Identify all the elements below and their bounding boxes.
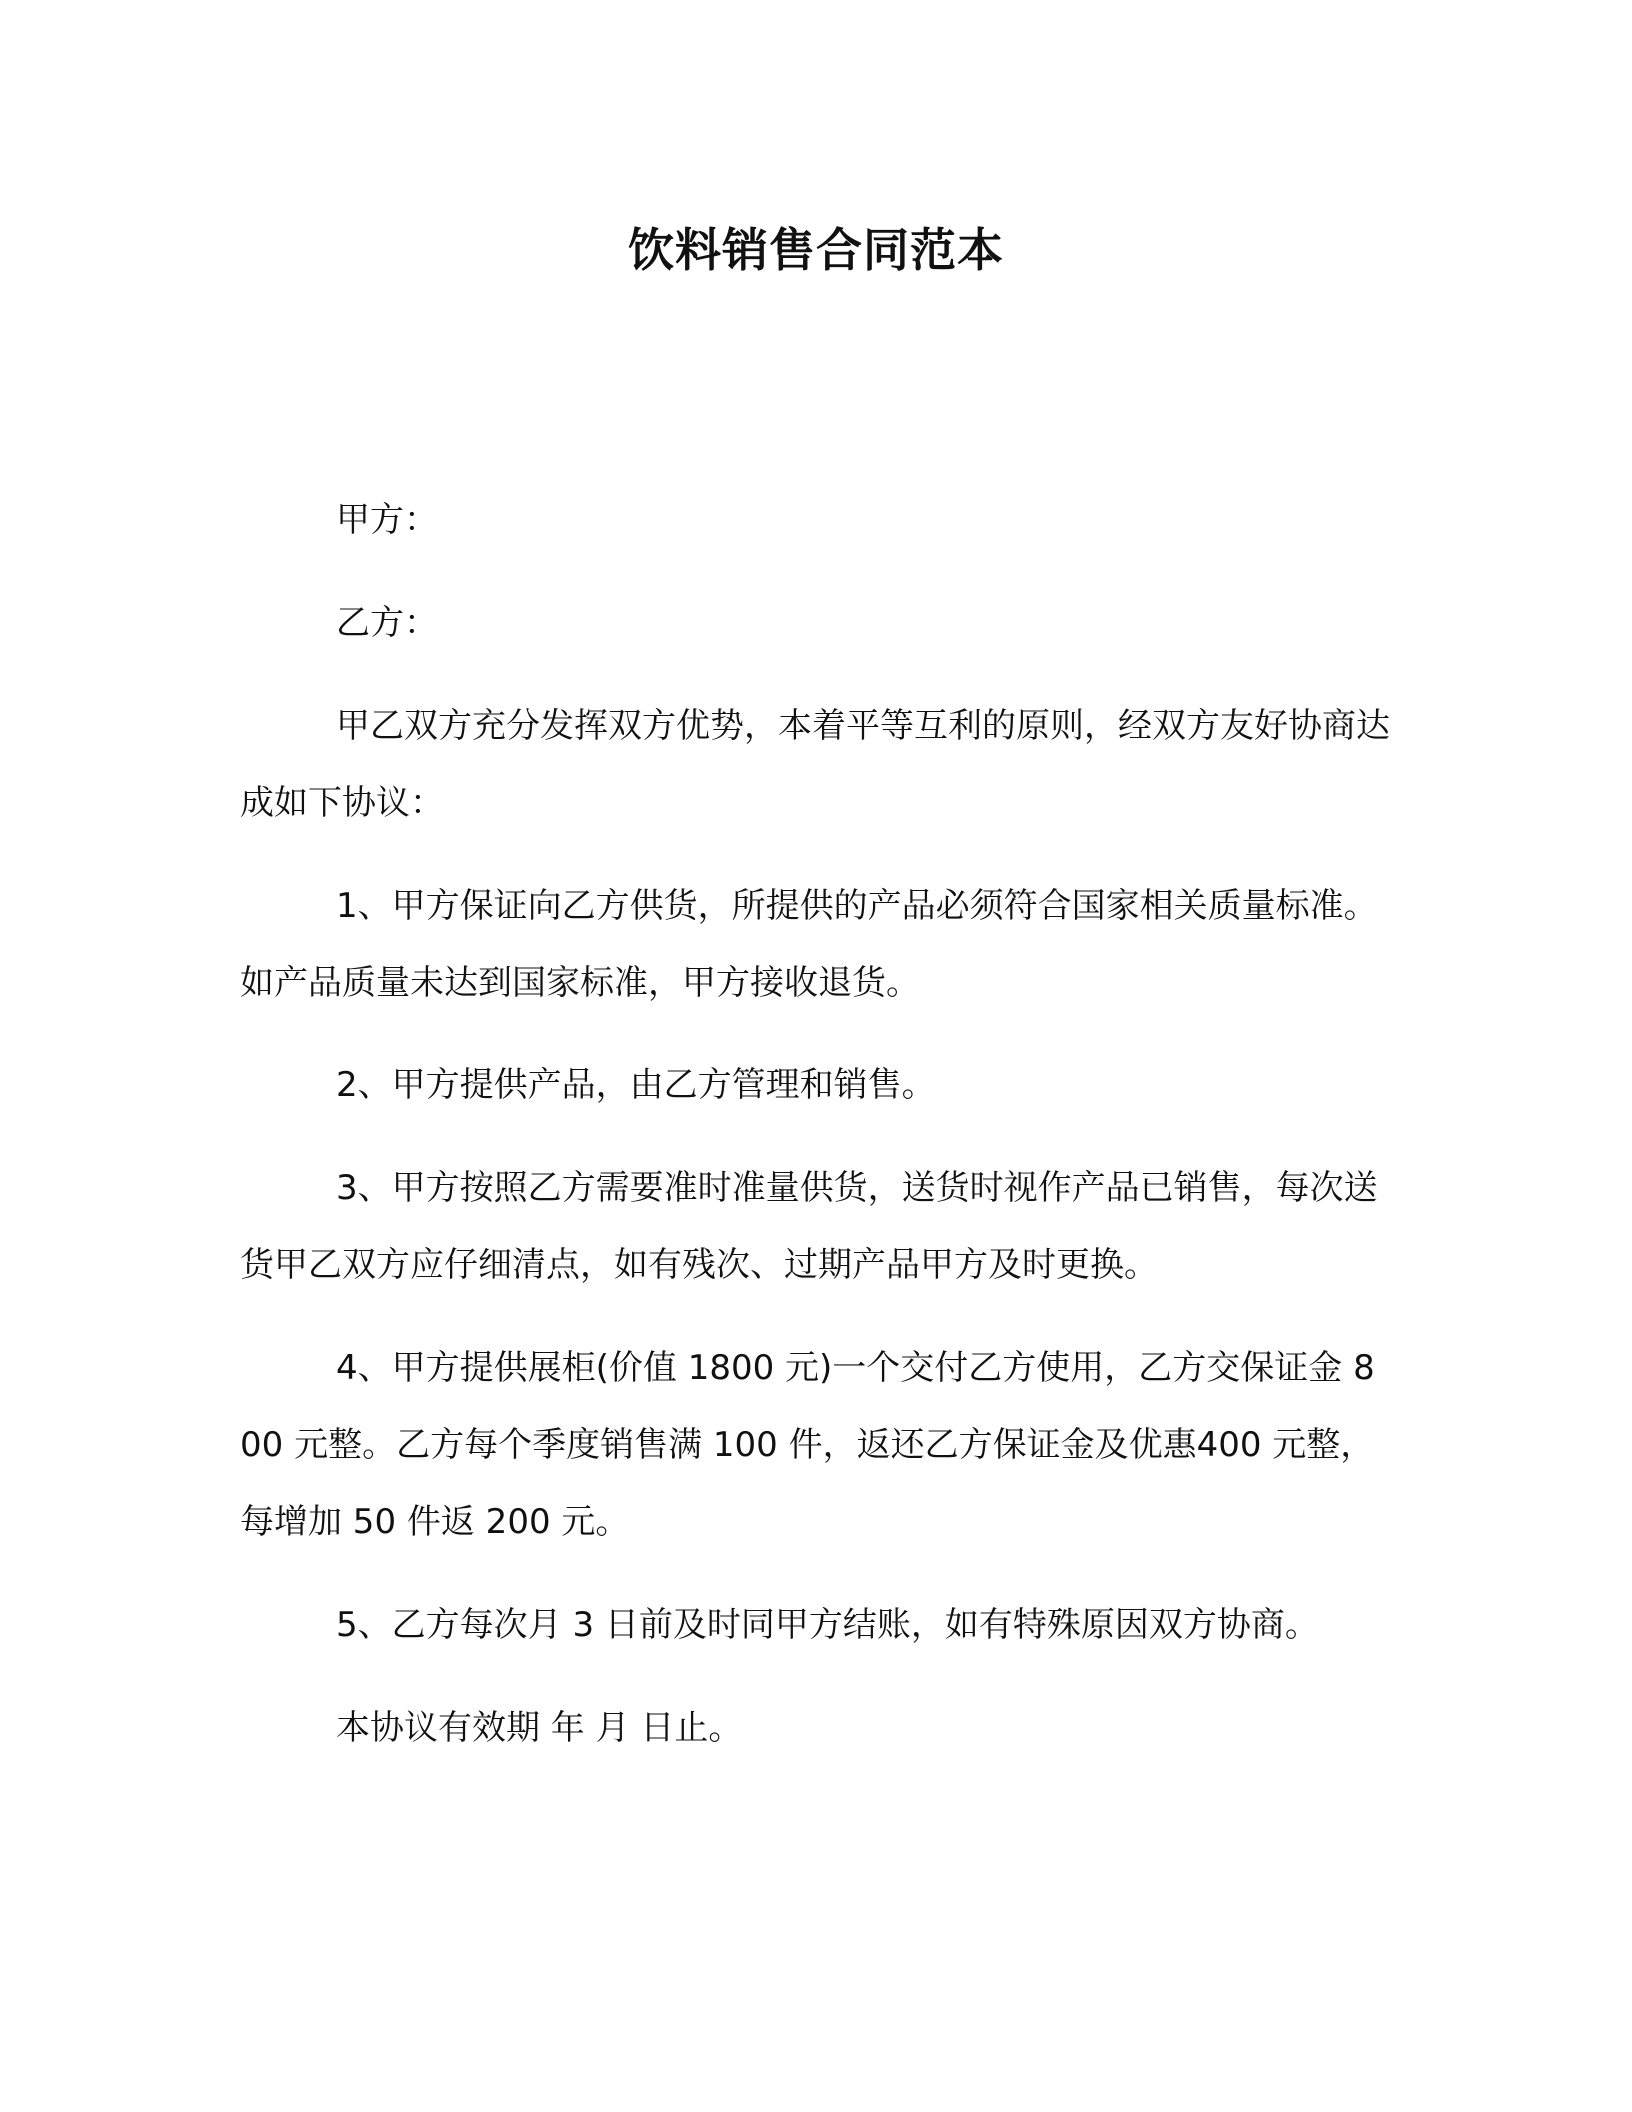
clause-1: 1、甲方保证向乙方供货，所提供的产品必须符合国家相关质量标准。如产品质量未达到国家标准，甲方接收退货。 (240, 886, 1378, 1003)
clause-5: 5、乙方每次月 3 日前及时同甲方结账，如有特殊原因双方协商。 (336, 1605, 1319, 1645)
validity-line: 本协议有效期 年 月 日止。 (336, 1708, 743, 1748)
clause-2: 2、甲方提供产品，由乙方管理和销售。 (336, 1065, 936, 1105)
intro-paragraph: 甲乙双方充分发挥双方优势，本着平等互利的原则，经双方友好协商达成如下协议： (240, 706, 1390, 823)
clause-3: 3、甲方按照乙方需要准时准量供货，送货时视作产品已销售，每次送货甲乙双方应仔细清点，如有残次、过期产品甲方及时更换。 (240, 1168, 1378, 1285)
document-title: 饮料销售合同范本 (628, 223, 1004, 277)
party-a-line: 甲方： (336, 500, 438, 540)
clause-4: 4、甲方提供展柜(价值 1800 元)一个交付乙方使用，乙方交保证金 800 元整。乙方每个季度销售满 100 件，返还乙方保证金及优惠400 元整，每增加 50 件返 200 元。 (240, 1348, 1375, 1542)
party-b-line: 乙方： (336, 603, 438, 643)
